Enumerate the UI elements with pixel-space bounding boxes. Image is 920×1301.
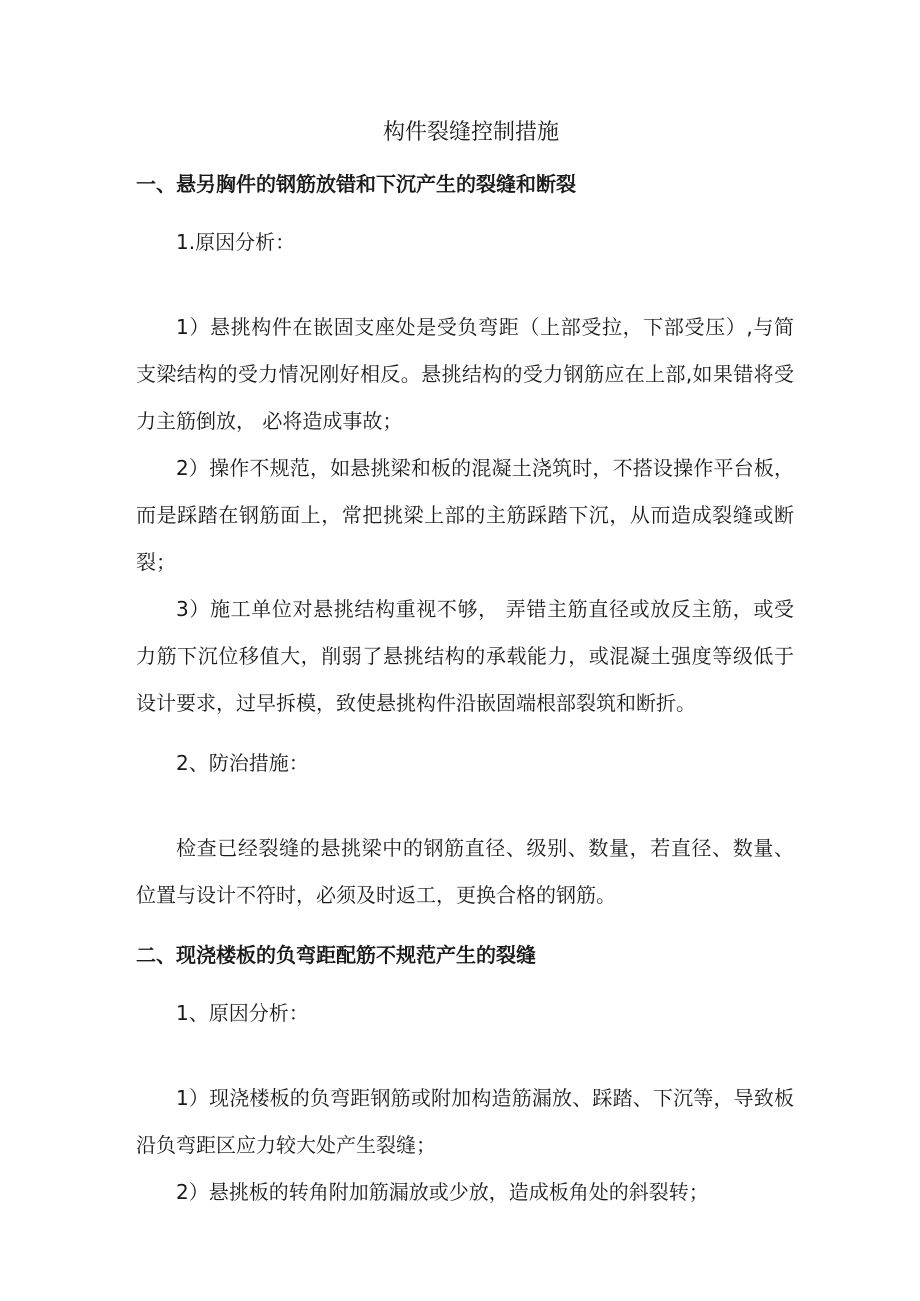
section-2-cause-item-1: 1）现浇楼板的负弯距钢筋或附加构造筋漏放、踩踏、下沉等，导致板沿负弯距区应力较大处产生裂缝； <box>136 1086 794 1157</box>
section-1-cause-heading: 1.原因分析： <box>176 230 296 254</box>
section-1 <box>136 170 794 919</box>
section-2-heading: 二、现浇楼板的负弯距配筋不规范产生的裂缝 <box>136 943 536 967</box>
section-1-cause-item-2: 2）操作不规范，如悬挑梁和板的混凝土浇筑时，不搭设操作平台板，而是踩踏在钢筋面上，常把挑梁上部的主筋踩踏下沉，从而造成裂缝或断裂； <box>136 456 794 574</box>
section-1-cause-item-1: 1）悬挑构件在嵌固支座处是受负弯距（上部受拉，下部受压）,与简支梁结构的受力情况刚好相反。悬挑结构的受力钢筋应在上部,如果错将受力主筋倒放， 必将造成事故； <box>136 315 794 433</box>
section-1-measure-heading: 2、防治措施： <box>176 751 309 775</box>
section-2 <box>136 941 794 1216</box>
section-1-cause-item-3: 3）施工单位对悬挑结构重视不够， 弄错主筋直径或放反主筋，或受力筋下沉位移值大，削弱了悬挑结构的承载能力，或混凝土强度等级低于设计要求，过早拆模，致使悬挑构件沿嵌固端根部裂筑和断折。 <box>136 597 794 715</box>
section-1-measure-text: 检查已经裂缝的悬挑梁中的钢筋直径、级别、数量，若直径、数量、位置与设计不符时，必须及时返工，更换合格的钢筋。 <box>136 836 794 907</box>
document-title: 构件裂缝控制措施 <box>382 120 559 145</box>
section-1-heading: 一、悬另胸件的钢筋放错和下沉产生的裂缝和断裂 <box>136 172 576 196</box>
section-2-cause-heading: 1、原因分析： <box>176 1001 309 1025</box>
section-2-cause-item-2: 2）悬挑板的转角附加筋漏放或少放，造成板角处的斜裂转； <box>176 1180 709 1204</box>
